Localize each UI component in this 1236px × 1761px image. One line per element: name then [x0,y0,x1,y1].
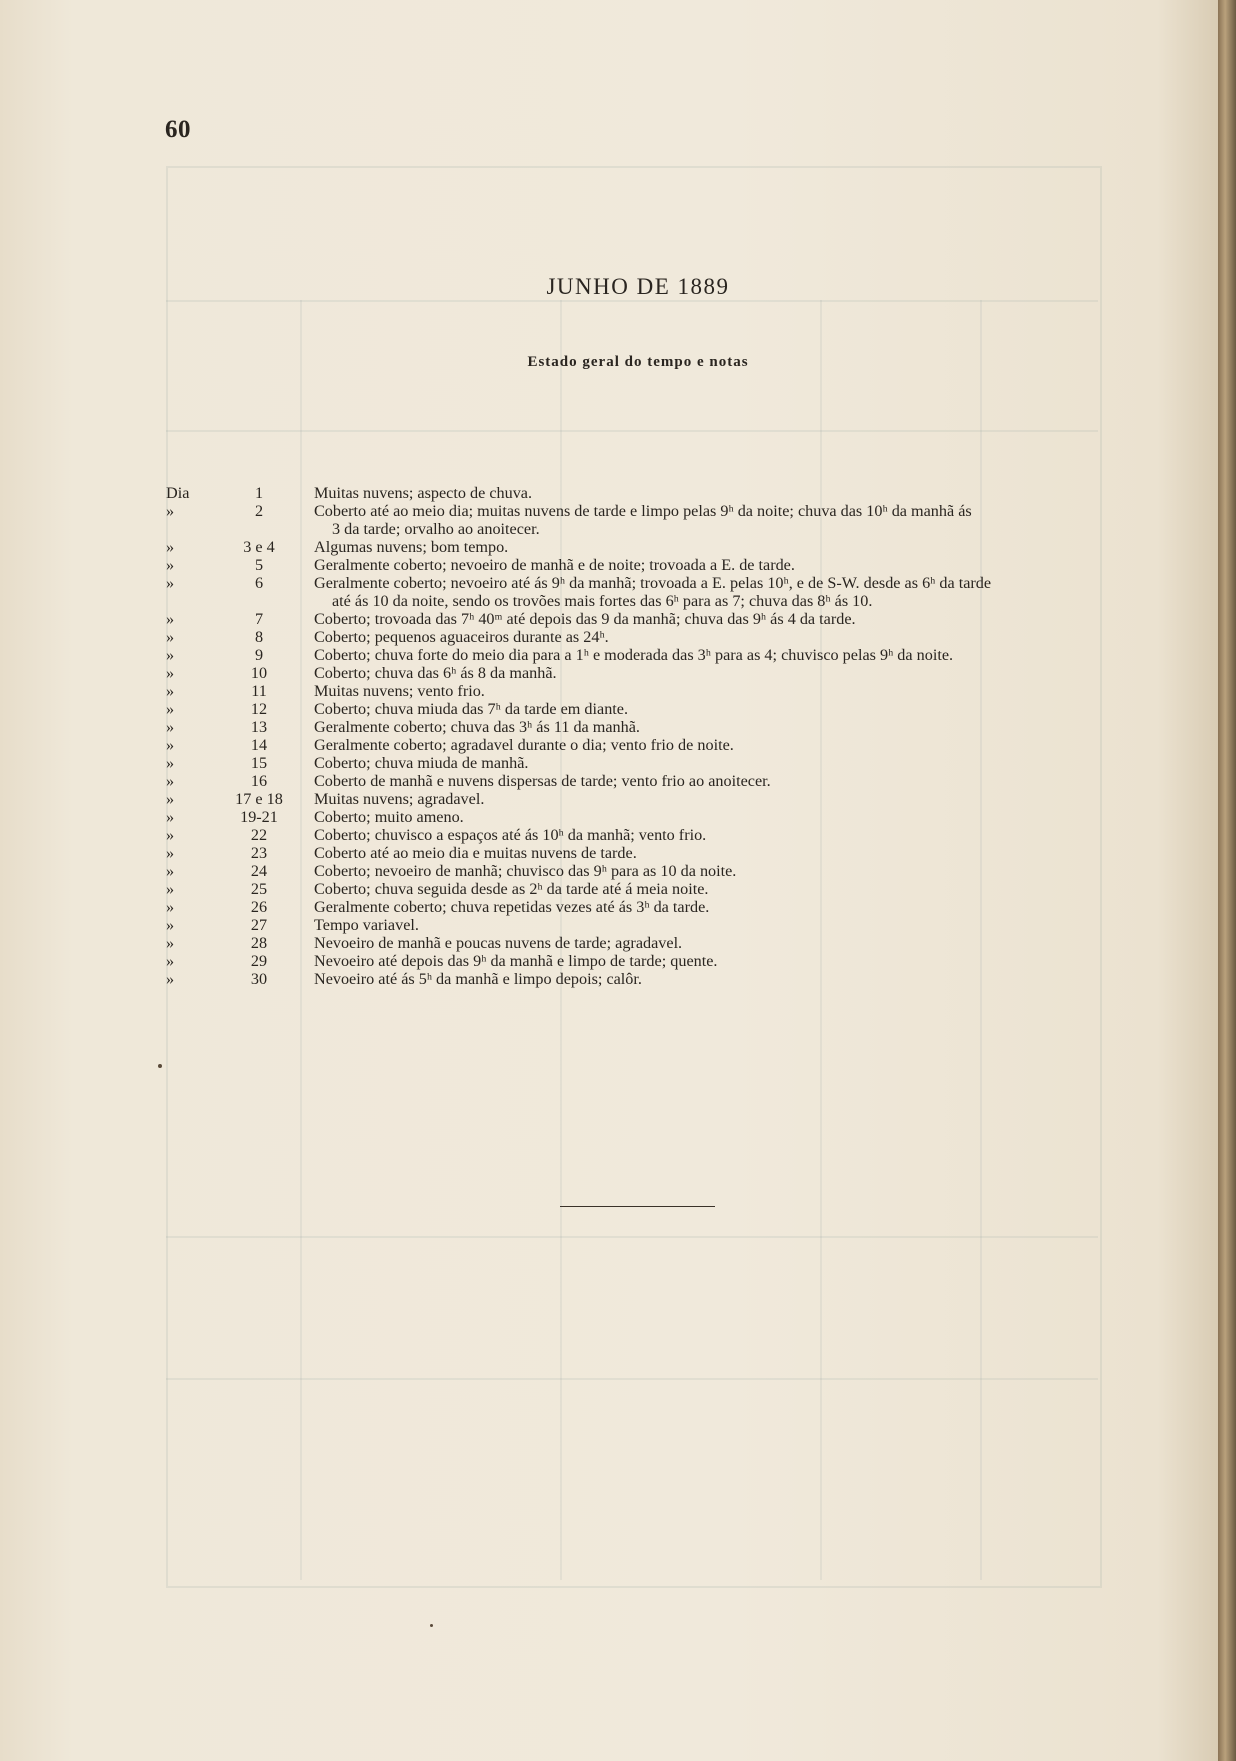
day-label: » [166,790,175,808]
day-number: 10 [250,664,268,682]
list-item [160,952,1120,970]
weather-note [302,898,1120,916]
weather-note-text: Tempo variavel. [314,916,419,934]
weather-note [302,502,1120,538]
page-title: JUNHO DE 1889 [546,274,730,299]
weather-note-text: Coberto; chuva seguida desde as 2ʰ da tarde até á meia noite. [314,880,709,898]
weather-note [302,682,1120,700]
weather-note-text: Coberto; muito ameno. [314,808,464,826]
closing-rule [560,1206,715,1207]
day-label: » [166,682,175,700]
weather-note-text: Geralmente coberto; chuva repetidas vezes até ás 3ʰ da tarde. [314,898,710,916]
day-label: » [166,898,175,916]
list-item [160,754,1120,772]
weather-note-text: Coberto; trovoada das 7ʰ 40ᵐ até depois das 9 da manhã; chuva das 9ʰ ás 4 da tarde. [314,610,856,628]
day-number: 29 [250,952,268,970]
day-number: 12 [250,700,268,718]
weather-note [302,574,1120,610]
day-label: » [166,952,175,970]
page-number: 60 [165,116,191,143]
weather-note-text: Nevoeiro até depois das 9ʰ da manhã e limpo de tarde; quente. [314,952,718,970]
day-number: 3 e 4 [243,538,275,556]
weather-note-text: Muitas nuvens; vento frio. [314,682,485,700]
day-label: » [166,610,175,628]
list-item [160,934,1120,952]
list-item [160,826,1120,844]
day-label: » [166,574,175,592]
weather-note-text: Coberto; chuva das 6ʰ ás 8 da manhã. [314,664,557,682]
day-number: 28 [250,934,268,952]
day-number: 2 [254,502,264,520]
day-number: 26 [250,898,268,916]
weather-note [302,790,1120,808]
weather-note-continuation: 3 da tarde; orvalho ao anoitecer. [332,520,540,538]
day-label: » [166,718,175,736]
day-number: 1 [254,484,264,502]
list-item [160,700,1120,718]
weather-note-text: Coberto; chuvisco a espaços até ás 10ʰ da manhã; vento frio. [314,826,707,844]
day-number: 9 [254,646,264,664]
paper-speck [158,1064,162,1068]
list-item [160,916,1120,934]
section-subtitle: Estado geral do tempo e notas [527,354,749,370]
day-number: 5 [254,556,264,574]
weather-note [302,736,1120,754]
day-number: 17 e 18 [235,790,283,808]
weather-note [302,880,1120,898]
list-item [160,862,1120,880]
paper-speck [430,1624,433,1627]
day-number: 13 [250,718,268,736]
weather-note-text: Nevoeiro de manhã e poucas nuvens de tarde; agradavel. [314,934,683,952]
weather-note [302,664,1120,682]
day-label: » [166,862,175,880]
weather-note-continuation: até ás 10 da noite, sendo os trovões mais fortes das 6ʰ para as 7; chuva das 8ʰ ás 10. [332,592,873,610]
list-item [160,664,1120,682]
day-number: 6 [254,574,264,592]
day-label: » [166,934,175,952]
weather-note [302,556,1120,574]
weather-note-text: Coberto; pequenos aguaceiros durante as 24ʰ. [314,628,609,646]
weather-note [302,484,1120,502]
day-label: » [166,664,175,682]
list-item [160,808,1120,826]
day-number: 14 [250,736,268,754]
day-label: » [166,826,175,844]
day-label: » [166,916,175,934]
list-item [160,736,1120,754]
day-number: 11 [251,682,267,700]
list-item [160,646,1120,664]
weather-note [302,772,1120,790]
weather-note-text: Coberto até ao meio dia e muitas nuvens de tarde. [314,844,637,862]
day-label: » [166,538,175,556]
day-number: 30 [250,970,268,988]
day-number: 8 [254,628,264,646]
weather-note-text: Algumas nuvens; bom tempo. [314,538,509,556]
day-label: » [166,808,175,826]
weather-notes-list [160,484,1120,988]
list-item [160,610,1120,628]
weather-note-text: Geralmente coberto; agradavel durante o dia; vento frio de noite. [314,736,734,754]
bleed-through-line [166,300,1098,302]
weather-note [302,646,1120,664]
day-label: » [166,502,175,520]
book-edge [1218,0,1236,1761]
list-item [160,970,1120,988]
weather-note-text: Muitas nuvens; agradavel. [314,790,485,808]
list-item [160,502,1120,538]
day-number: 23 [250,844,268,862]
weather-note [302,700,1120,718]
weather-note [302,844,1120,862]
weather-note-text: Coberto; chuva miuda de manhã. [314,754,529,772]
weather-note [302,952,1120,970]
day-label: » [166,880,175,898]
weather-note [302,718,1120,736]
weather-note [302,934,1120,952]
list-item [160,628,1120,646]
weather-note-text: Geralmente coberto; chuva das 3ʰ ás 11 da manhã. [314,718,640,736]
bleed-through-line [166,430,1098,432]
list-item [160,484,1120,502]
weather-note-text: Geralmente coberto; nevoeiro de manhã e de noite; trovoada a E. de tarde. [314,556,795,574]
weather-note [302,754,1120,772]
list-item [160,844,1120,862]
day-number: 27 [250,916,268,934]
list-item [160,898,1120,916]
day-number: 22 [250,826,268,844]
weather-note-text: Muitas nuvens; aspecto de chuva. [314,484,533,502]
day-number: 16 [250,772,268,790]
day-number: 19-21 [240,808,278,826]
day-number: 24 [250,862,268,880]
day-number: 25 [250,880,268,898]
weather-note [302,970,1120,988]
weather-note [302,916,1120,934]
list-item [160,556,1120,574]
day-number: 7 [254,610,264,628]
weather-note-text: Coberto; nevoeiro de manhã; chuvisco das 9ʰ para as 10 da noite. [314,862,737,880]
bleed-through-line [166,1236,1098,1238]
day-label: » [166,700,175,718]
day-label: Dia [166,484,190,502]
weather-note [302,538,1120,556]
day-label: » [166,970,175,988]
day-label: » [166,646,175,664]
weather-note-text: Geralmente coberto; nevoeiro até ás 9ʰ da manhã; trovoada a E. pelas 10ʰ, e de S-W. desde as 6ʰ da tarde [314,574,992,592]
weather-note-text: Coberto; chuva miuda das 7ʰ da tarde em diante. [314,700,629,718]
day-label: » [166,736,175,754]
day-label: » [166,754,175,772]
list-item [160,718,1120,736]
weather-note [302,610,1120,628]
day-label: » [166,628,175,646]
day-label: » [166,772,175,790]
weather-note-text: Coberto; chuva forte do meio dia para a 1ʰ e moderada das 3ʰ para as 4; chuvisco pelas 9ʰ da noite. [314,646,954,664]
list-item [160,538,1120,556]
bleed-through-line [166,1378,1098,1380]
list-item [160,574,1120,610]
weather-note [302,862,1120,880]
weather-note-text: Nevoeiro até ás 5ʰ da manhã e limpo depois; calôr. [314,970,642,988]
weather-note [302,628,1120,646]
weather-note [302,826,1120,844]
list-item [160,682,1120,700]
day-label: » [166,844,175,862]
list-item [160,880,1120,898]
weather-note-text: Coberto até ao meio dia; muitas nuvens de tarde e limpo pelas 9ʰ da noite; chuva das 10ʰ da manhã ás [314,502,972,520]
list-item [160,790,1120,808]
list-item [160,772,1120,790]
day-label: » [166,556,175,574]
weather-note-text: Coberto de manhã e nuvens dispersas de tarde; vento frio ao anoitecer. [314,772,771,790]
day-number: 15 [250,754,268,772]
weather-note [302,808,1120,826]
